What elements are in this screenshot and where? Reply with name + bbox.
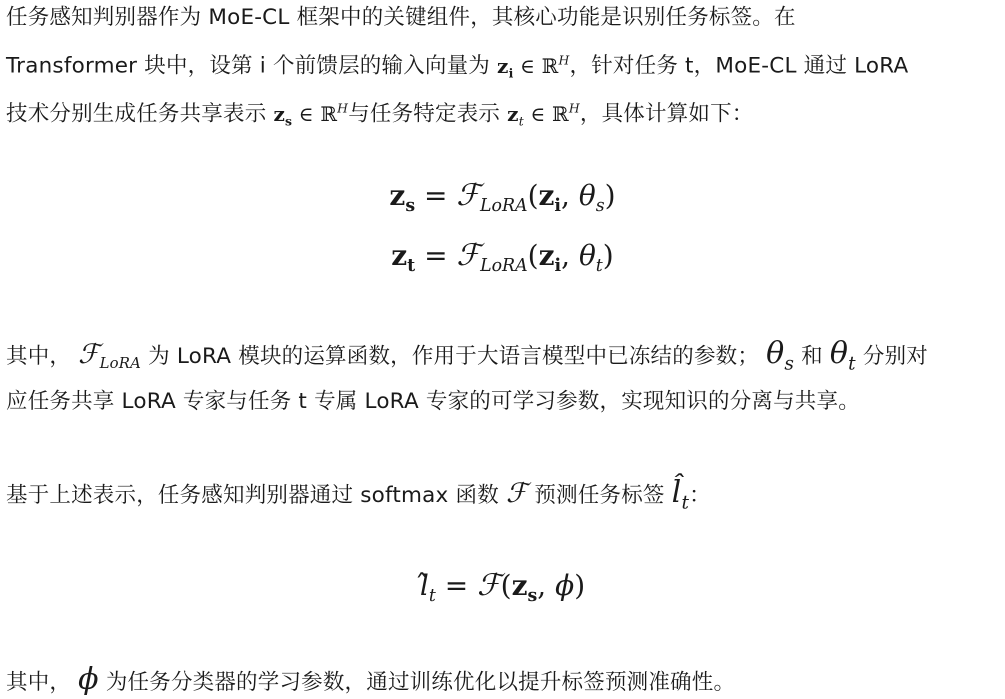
text: 其中， <box>6 344 72 369</box>
inline-math-l-hat-t: $l_t$ <box>671 475 690 514</box>
text: ： <box>689 483 711 508</box>
equation-l-hat: $l_t$ = $ℱ(z_s$, ϕ) <box>419 568 586 607</box>
text: 为任务分类器的学习参数，通过训练优化以提升标签预测准确性。 <box>105 670 736 695</box>
text: 为 LoRA 模块的运算函数，作用于大语言模型中已冻结的参数； <box>148 344 760 369</box>
text: 基于上述表示，任务感知判别器通过 softmax 函数 <box>6 483 499 508</box>
paragraph-2-line-2 <box>6 386 999 418</box>
text: 任务感知判别器作为 MoE-CL 框架中的关键组件，其核心功能是识别任务标签。在 <box>6 5 796 30</box>
inline-math-phi: ϕ <box>78 662 99 697</box>
inline-math-theta-t: $\theta_t$ <box>829 336 856 375</box>
paragraph-2-line-1 <box>6 338 999 381</box>
paragraph-3 <box>6 477 999 520</box>
inline-math-f: ℱ <box>505 478 528 509</box>
paragraph-4 <box>6 664 999 699</box>
equation-zt: $z_t$ = $ℱ_{LoRA}(z_i$, $\theta_t$) <box>391 238 614 277</box>
text: Transformer 块中，设第 i 个前馈层的输入向量为 <box>6 53 490 79</box>
text: 其中， <box>6 670 72 695</box>
inline-math-zs-in-rh: $z_s$ ∈ ℝ$^H$ <box>273 100 349 128</box>
text: 应任务共享 LoRA 专家与任务 t 专属 LoRA 专家的可学习参数，实现知识的分离与共享。 <box>6 389 860 414</box>
text: ，针对任务 t，MoE-CL 通过 LoRA <box>569 53 909 79</box>
text: 和 <box>801 344 823 369</box>
inline-math-zt-in-rh: $z_t$ ∈ ℝ$^H$ <box>507 100 580 128</box>
paragraph-1-line-1 <box>6 2 999 34</box>
equation-zs: $z_s$ = $ℱ_{LoRA}(z_i$, $\theta_s$) <box>389 178 616 217</box>
inline-math-zi-in-rh: $z_i$ ∈ ℝ$^H$ <box>497 52 570 80</box>
text: 技术分别生成任务共享表示 <box>6 101 267 127</box>
inline-math-theta-s: $\theta_s$ <box>766 336 795 375</box>
text: 预测任务标签 <box>534 483 665 508</box>
text: 分别对 <box>862 344 929 369</box>
paragraph-1-line-3 <box>6 92 999 137</box>
text: ，具体计算如下： <box>579 101 754 127</box>
paragraph-1-line-2 <box>6 44 999 89</box>
text: 与任务特定表示 <box>348 101 501 127</box>
inline-math-f-lora: ℱ$_{LoRA}$ <box>78 339 142 373</box>
